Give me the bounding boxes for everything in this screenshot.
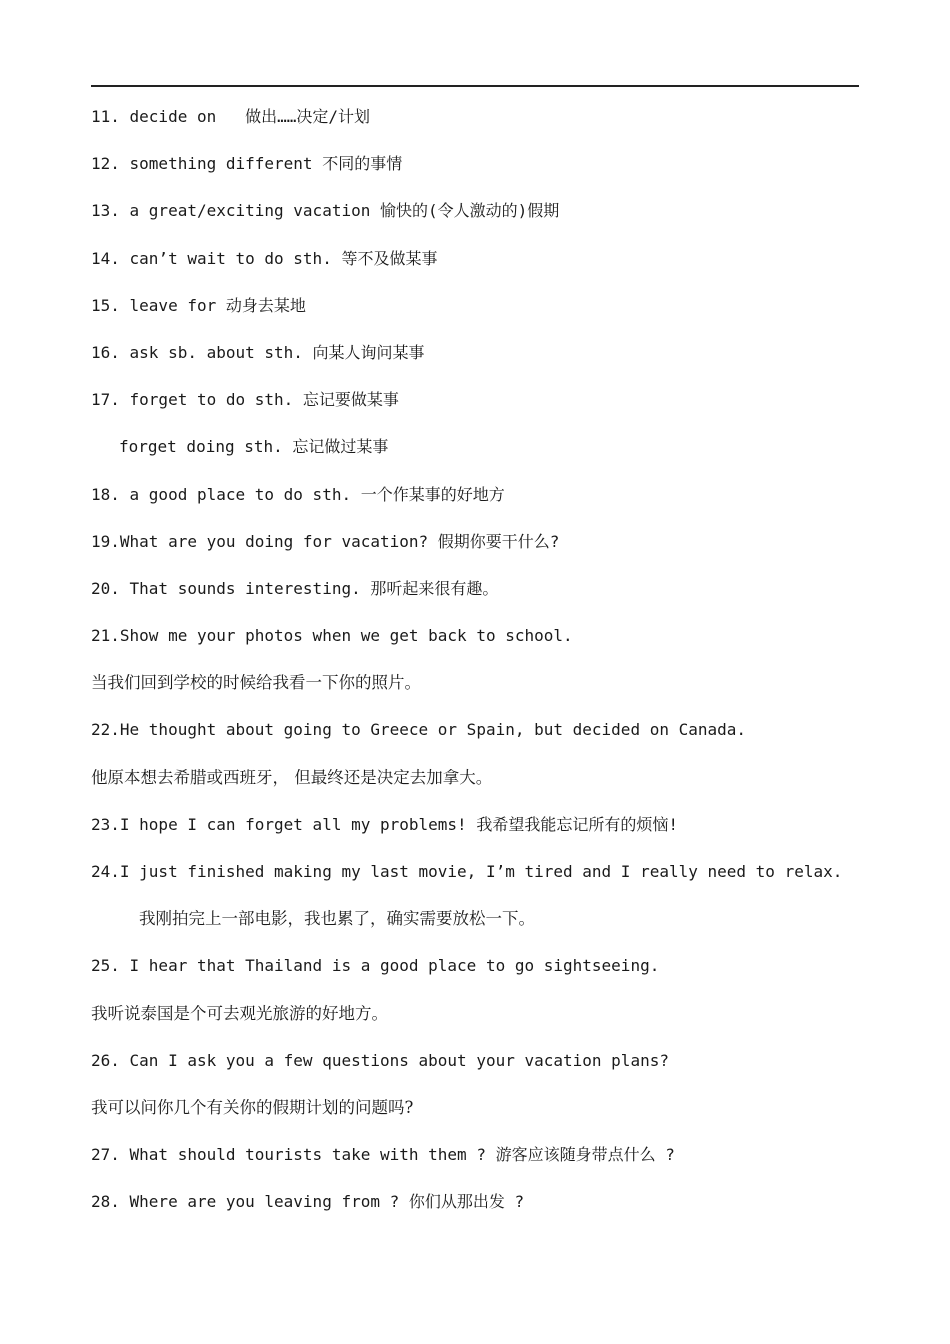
phrase-list <box>91 93 891 1226</box>
list-item: 23.I hope I can forget all my problems! 我希望我能忘记所有的烦恼! <box>91 814 678 834</box>
translation-line: 当我们回到学校的时候给我看一下你的照片。 <box>91 673 421 693</box>
list-item: 24.I just finished making my last movie, I’m tired and I really need to relax. <box>91 862 843 881</box>
list-item: 28. Where are you leaving from ? 你们从那出发 ? <box>91 1192 525 1212</box>
list-item: 11. decide on 做出……决定/计划 <box>91 107 371 126</box>
list-item: 16. ask sb. about sth. 向某人询问某事 <box>91 342 425 362</box>
header-rule <box>91 85 859 87</box>
translation-line: 他原本想去希腊或西班牙， 但最终还是决定去加拿大。 <box>91 767 493 787</box>
translation-line: 我刚拍完上一部电影，我也累了，确实需要放松一下。 <box>139 909 535 929</box>
list-item: 15. leave for 动身去某地 <box>91 295 306 315</box>
translation-line: 我可以问你几个有关你的假期计划的问题吗? <box>91 1097 414 1117</box>
list-item: 13. a great/exciting vacation 愉快的(令人激动的)假期 <box>91 201 560 221</box>
list-item: 17. forget to do sth. 忘记要做某事 <box>91 390 399 410</box>
translation-line: 我听说泰国是个可去观光旅游的好地方。 <box>91 1003 388 1023</box>
list-item: 20. That sounds interesting. 那听起来很有趣。 <box>91 578 499 598</box>
list-item: 12. something different 不同的事情 <box>91 154 403 174</box>
list-item: 22.He thought about going to Greece or Spain, but decided on Canada. <box>91 720 747 740</box>
list-item: 27. What should tourists take with them ? 游客应该随身带点什么 ? <box>91 1145 675 1165</box>
list-item: 19.What are you doing for vacation? 假期你要干什么? <box>91 531 560 551</box>
list-item: 21.Show me your photos when we get back to school. <box>91 626 573 646</box>
list-item: 18. a good place to do sth. 一个作某事的好地方 <box>91 484 505 504</box>
list-item: forget doing sth. 忘记做过某事 <box>119 437 389 457</box>
list-item: 26. Can I ask you a few questions about your vacation plans? <box>91 1050 669 1070</box>
list-item: 25. I hear that Thailand is a good place to go sightseeing. <box>91 956 660 976</box>
list-item: 14. can’t wait to do sth. 等不及做某事 <box>91 248 438 268</box>
